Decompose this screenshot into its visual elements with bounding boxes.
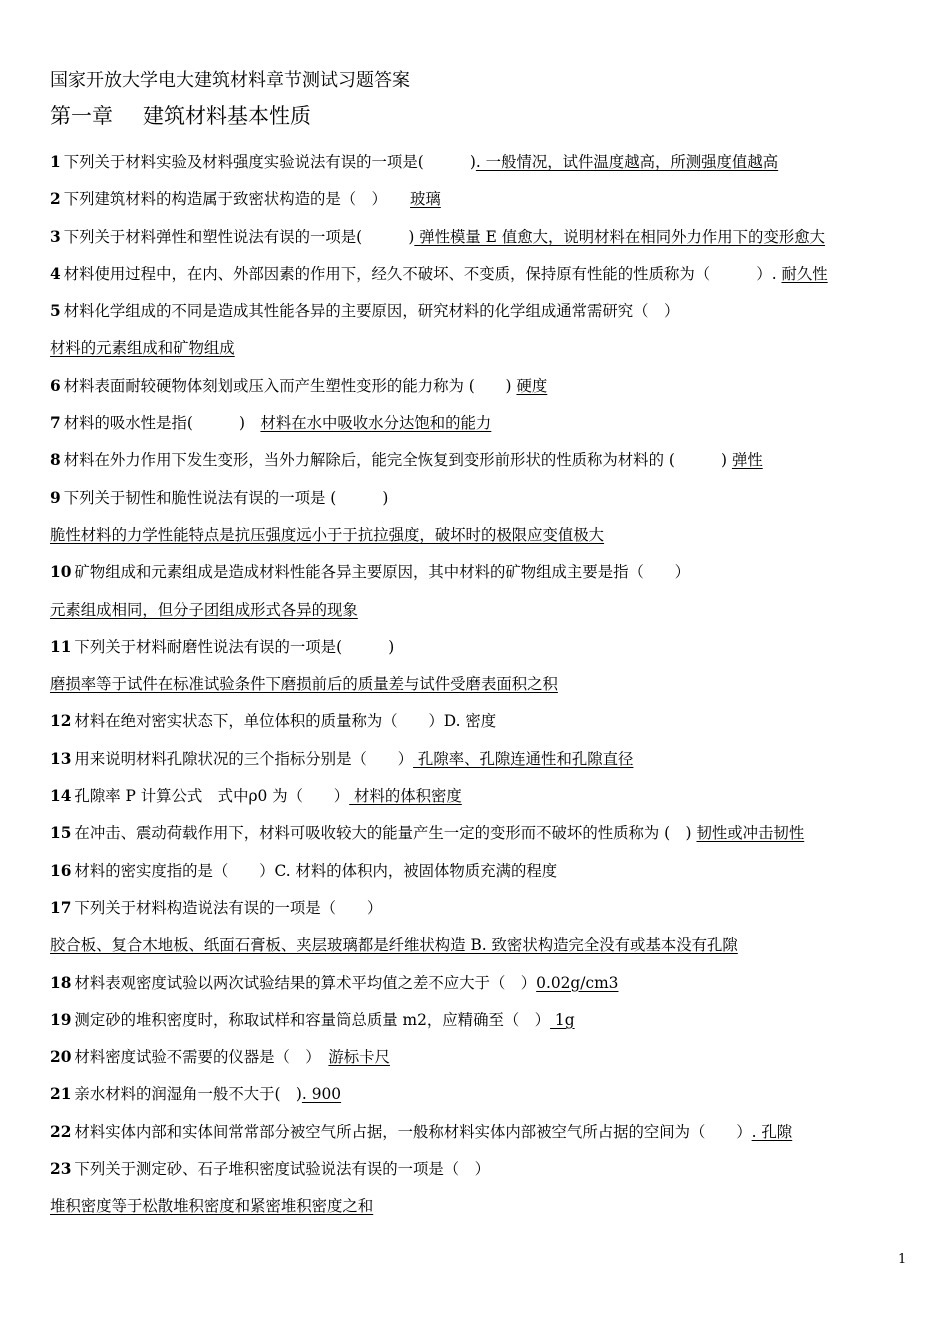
answer-text: 硬度 — [516, 376, 548, 395]
question-item — [50, 264, 930, 301]
question-text: 下列建筑材料的构造属于致密状构造的是（ ） — [63, 190, 380, 209]
question-item — [50, 1159, 930, 1196]
chapter-heading — [50, 100, 311, 130]
spacer — [313, 1048, 328, 1066]
answer-text: 材料的元素组成和矿物组成 — [50, 339, 235, 358]
question-item — [50, 1084, 930, 1121]
question-number: 13 — [50, 749, 72, 768]
answer-text: 游标卡尺 — [328, 1048, 390, 1067]
question-item — [50, 861, 930, 898]
question-item — [50, 450, 930, 487]
answer-text: 韧性或冲击韧性 — [696, 824, 805, 843]
question-item — [50, 973, 930, 1010]
answer-text: 弹性模量 E 值愈大，说明材料在相同外力作用下的变形愈大 — [414, 227, 826, 246]
question-number: 9 — [50, 488, 61, 507]
question-number: 22 — [50, 1122, 72, 1141]
spacer — [245, 414, 260, 432]
question-text: 测定砂的堆积密度时，称取试样和容量筒总质量 m2，应精确至（ ） — [74, 1010, 551, 1029]
question-text: 下列关于材料耐磨性说法有误的一项是( ) — [74, 637, 395, 656]
answer-text: 孔隙率、孔隙连通性和孔隙直径 — [413, 749, 634, 768]
answer-continuation — [50, 935, 930, 972]
question-number: 7 — [50, 414, 61, 433]
answer-text: 材料在水中吸收水分达饱和的能力 — [260, 414, 492, 433]
answer-continuation — [50, 674, 930, 711]
question-text: 材料的密实度指的是（ ）C. 材料的体积内，被固体物质充满的程度 — [74, 861, 558, 880]
chapter-label: 第一章 — [50, 104, 113, 128]
answer-text: 堆积密度等于松散堆积密度和紧密堆积密度之和 — [50, 1197, 374, 1216]
question-item — [50, 413, 930, 450]
question-number: 14 — [50, 787, 72, 806]
answer-text: 1g — [550, 1010, 575, 1029]
question-number: 6 — [50, 376, 61, 395]
answer-text: . 一般情况，试件温度越高，所测强度值越高 — [475, 153, 779, 171]
question-number: 1 — [50, 153, 61, 171]
answer-text: 弹性 — [731, 451, 763, 470]
question-item — [50, 749, 930, 786]
question-text: 材料的吸水性是指( ) — [63, 414, 246, 433]
question-number: 3 — [50, 227, 61, 246]
page-number: 1 — [898, 1252, 907, 1267]
question-item — [50, 1122, 930, 1159]
question-number: 16 — [50, 861, 72, 880]
question-text: 材料实体内部和实体间常常部分被空气所占据，一般称材料实体内部被空气所占据的空间为（ ） — [74, 1122, 752, 1141]
question-text: 材料化学组成的不同是造成其性能各异的主要原因，研究材料的化学组成通常需研究（ ） — [63, 302, 680, 321]
question-number: 4 — [50, 264, 61, 283]
question-text: 用来说明材料孔隙状况的三个指标分别是（ ） — [74, 749, 414, 768]
question-list — [50, 152, 930, 1234]
answer-text: . 900 — [301, 1085, 342, 1104]
answer-continuation — [50, 525, 930, 562]
question-text: 下列关于材料构造说法有误的一项是（ ） — [74, 898, 383, 917]
question-text: 在冲击、震动荷载作用下，材料可吸收较大的能量产生一定的变形而不破坏的性质称为 ( ) — [74, 824, 692, 843]
answer-text: 磨损率等于试件在标准试验条件下磨损前后的质量差与试件受磨表面积之积 — [50, 675, 558, 694]
answer-text: 胶合板、复合木地板、纸面石膏板、夹层玻璃都是纤维状构造 B. 致密状构造完全没有或基本没有孔隙 — [50, 936, 738, 955]
question-number: 12 — [50, 712, 72, 731]
question-number: 10 — [50, 563, 72, 582]
question-number: 20 — [50, 1048, 72, 1067]
question-item — [50, 711, 930, 748]
question-text: 下列关于韧性和脆性说法有误的一项是 ( ) — [63, 488, 389, 507]
chapter-name: 建筑材料基本性质 — [143, 104, 311, 128]
spacer — [379, 190, 410, 208]
question-text: 材料在外力作用下发生变形，当外力解除后，能完全恢复到变形前形状的性质称为材料的 ( ) — [63, 451, 728, 470]
question-number: 17 — [50, 898, 72, 917]
question-text: 矿物组成和元素组成是造成材料性能各异主要原因，其中材料的矿物组成主要是指（ ） — [74, 563, 691, 582]
question-item — [50, 898, 930, 935]
question-item — [50, 637, 930, 674]
question-number: 2 — [50, 190, 61, 209]
question-text: 下列关于测定砂、石子堆积密度试验说法有误的一项是（ ） — [74, 1160, 490, 1179]
question-item — [50, 376, 930, 413]
question-text: 材料表面耐较硬物体刻划或压入而产生塑性变形的能力称为 ( ) — [63, 376, 512, 395]
question-item — [50, 152, 930, 189]
answer-text: 耐久性 — [781, 264, 828, 283]
answer-text: 玻璃 — [410, 190, 441, 209]
question-number: 5 — [50, 302, 61, 321]
question-number: 15 — [50, 824, 72, 843]
question-number: 8 — [50, 451, 61, 470]
question-number: 21 — [50, 1085, 72, 1104]
question-item — [50, 1047, 930, 1084]
question-item — [50, 488, 930, 525]
question-text: 下列关于材料弹性和塑性说法有误的一项是( ) — [63, 227, 415, 246]
answer-continuation — [50, 1196, 930, 1233]
question-number: 23 — [50, 1160, 72, 1179]
question-text: 材料使用过程中，在内、外部因素的作用下，经久不破坏、不变质，保持原有性能的性质称为（ ）. — [63, 264, 777, 283]
question-item — [50, 1010, 930, 1047]
question-number: 19 — [50, 1010, 72, 1029]
question-text: 材料表观密度试验以两次试验结果的算术平均值之差不应大于（ ） — [74, 973, 537, 992]
question-number: 11 — [50, 637, 72, 656]
answer-text: 0.02g/cm3 — [536, 973, 619, 992]
question-item — [50, 786, 930, 823]
question-text: 孔隙率 P 计算公式 式中ρ0 为（ ） — [74, 787, 350, 806]
answer-continuation — [50, 338, 930, 375]
document-title: 国家开放大学电大建筑材料章节测试习题答案 — [50, 70, 410, 91]
answer-text: 元素组成相同，但分子团组成形式各异的现象 — [50, 600, 358, 619]
question-item — [50, 189, 930, 226]
answer-text: . 孔隙 — [751, 1122, 793, 1141]
question-item — [50, 823, 930, 860]
answer-continuation — [50, 600, 930, 637]
question-text: 亲水材料的润湿角一般不大于( ) — [74, 1085, 302, 1104]
answer-text: 脆性材料的力学性能特点是抗压强度远小于于抗拉强度，破坏时的极限应变值极大 — [50, 525, 605, 544]
question-item — [50, 301, 930, 338]
question-number: 18 — [50, 973, 72, 992]
question-text: 材料密度试验不需要的仪器是（ ） — [74, 1048, 313, 1067]
answer-text: 材料的体积密度 — [349, 787, 462, 806]
question-text: 下列关于材料实验及材料强度实验说法有误的一项是( ) — [63, 153, 476, 171]
question-item — [50, 227, 930, 264]
question-text: 材料在绝对密实状态下，单位体积的质量称为（ ）D. 密度 — [74, 712, 497, 731]
question-item — [50, 562, 930, 599]
